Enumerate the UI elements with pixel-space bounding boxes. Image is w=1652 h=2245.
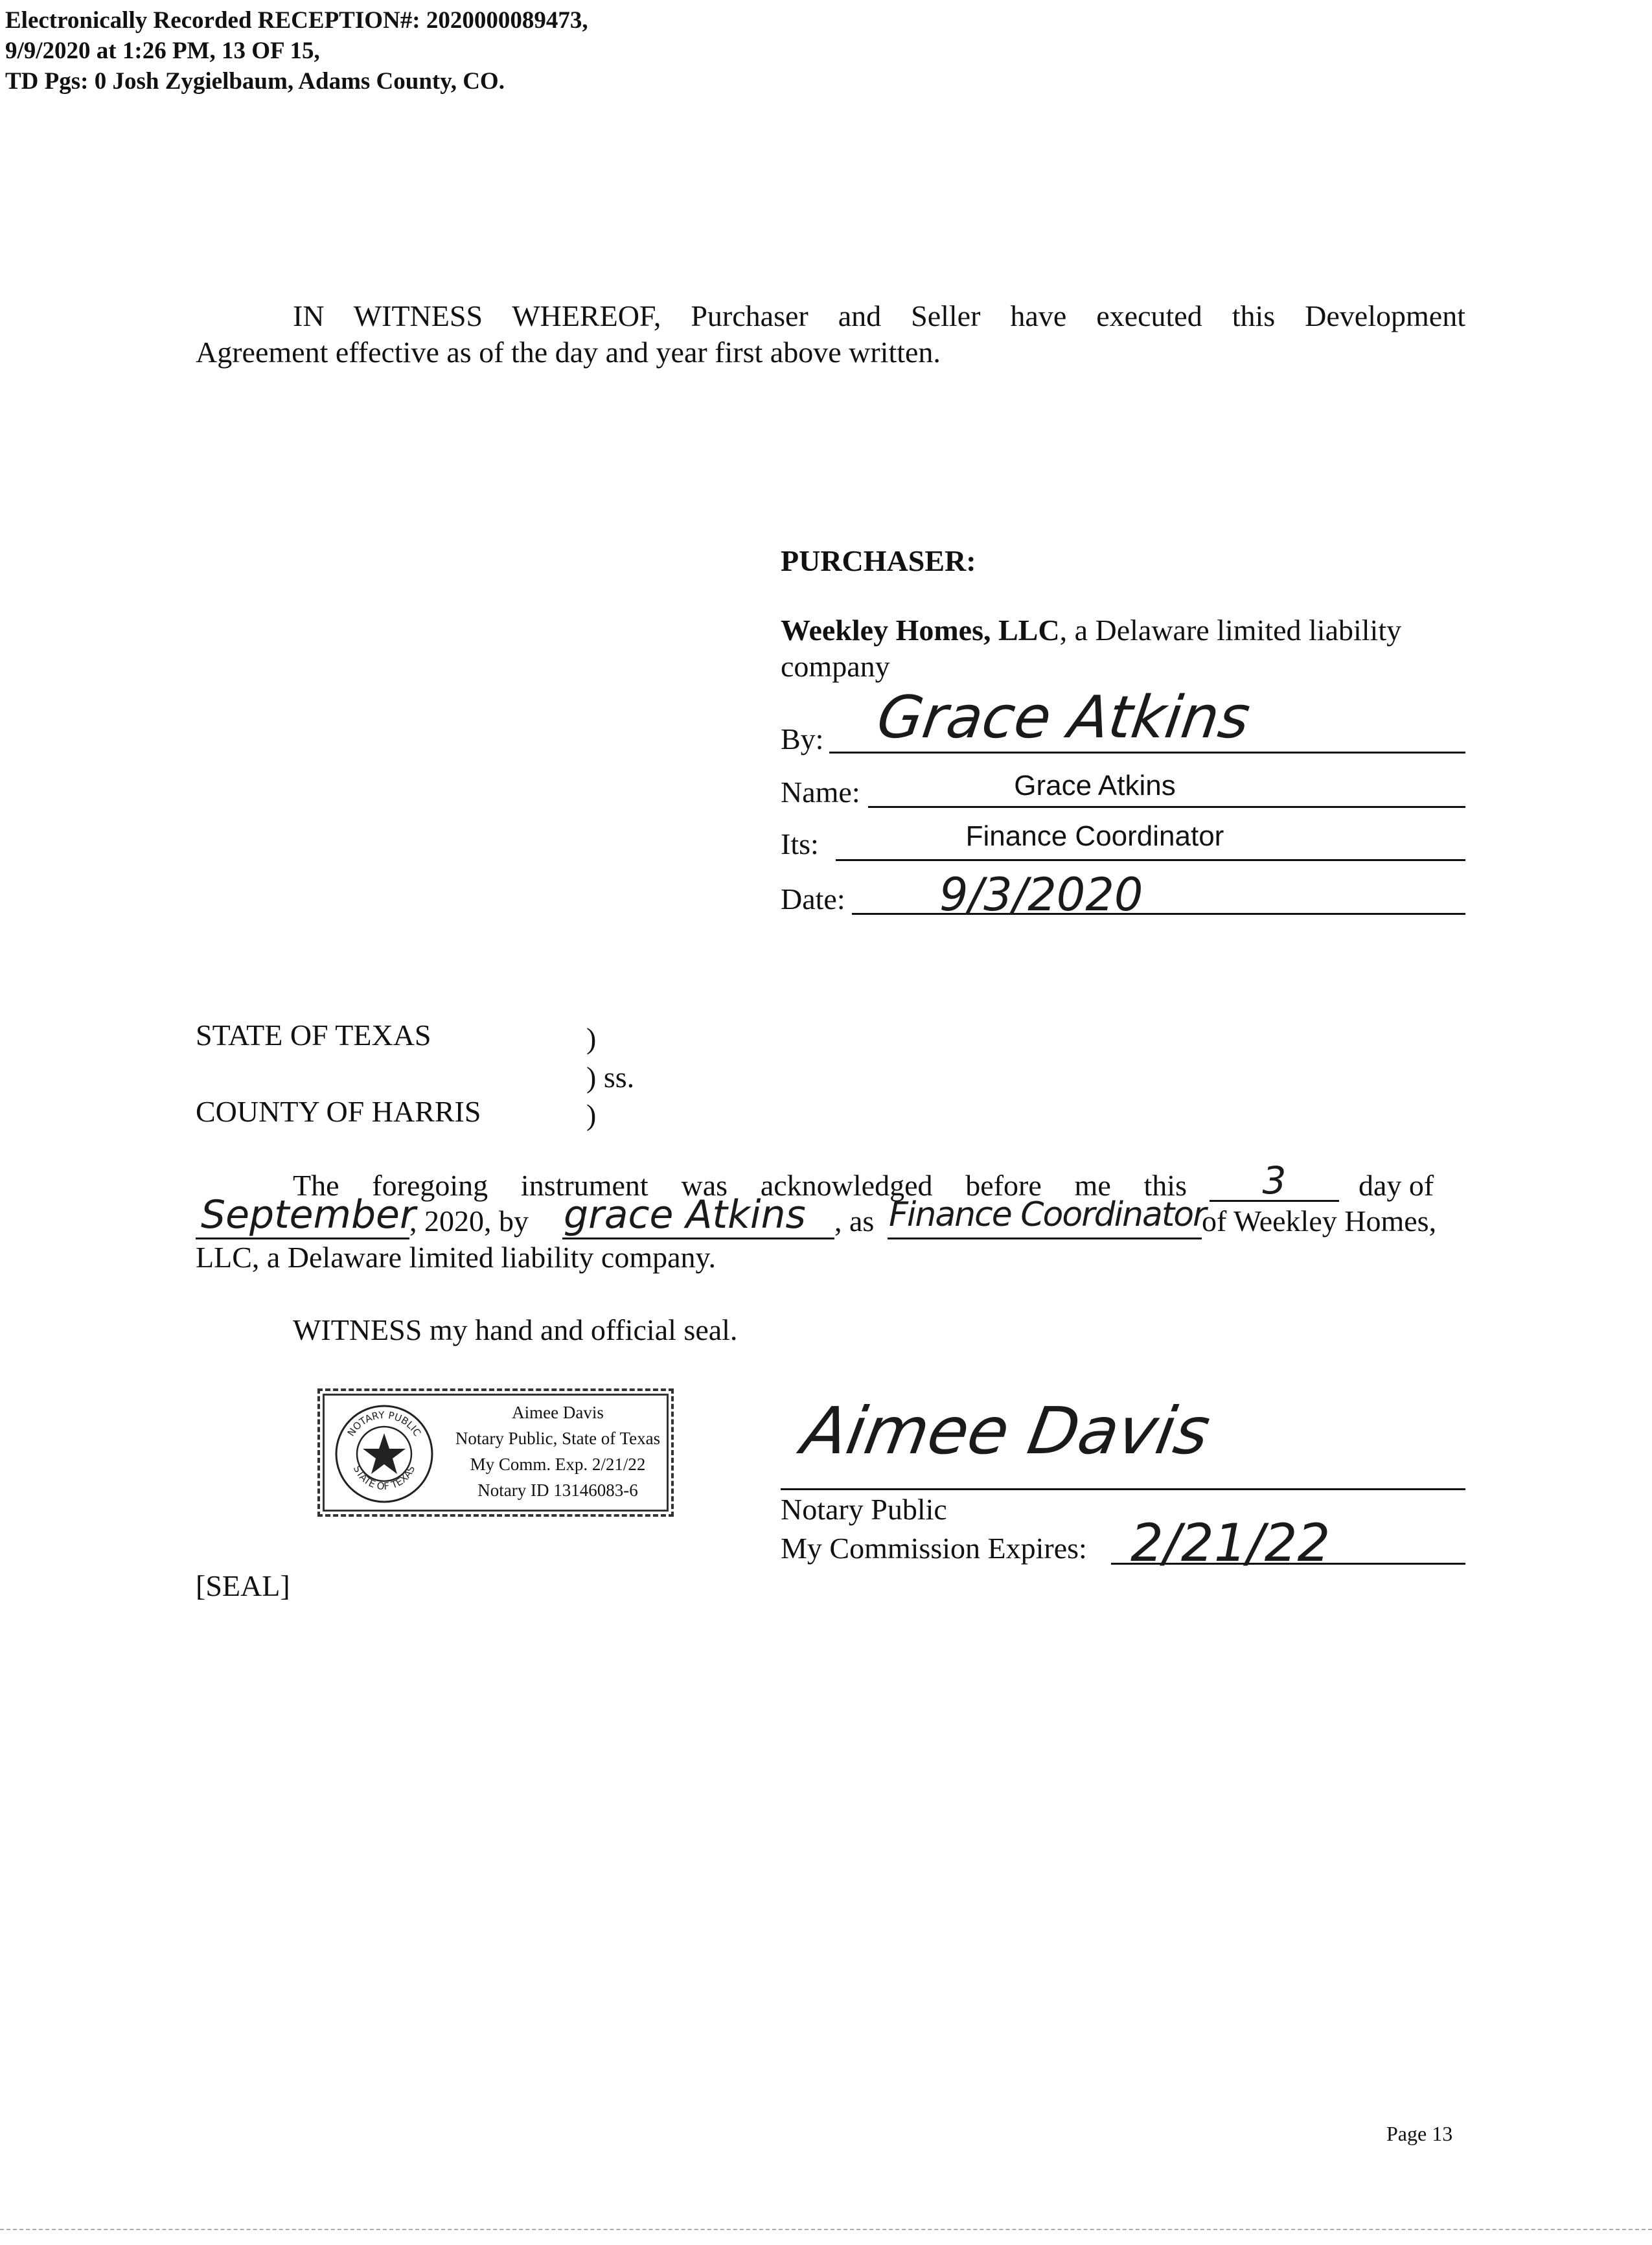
stamp-commission: My Comm. Exp. 2/21/22 [470, 1455, 646, 1474]
witness-seal-line: WITNESS my hand and official seal. [293, 1313, 738, 1346]
ack-line-1-start: The foregoing instrument was acknowledged before me this [293, 1169, 1187, 1202]
stamp-name: Aimee Davis [512, 1403, 604, 1422]
notary-stamp-text [441, 1399, 674, 1503]
page-number: Page 13 [1386, 2122, 1453, 2145]
ack-line-3: LLC, a Delaware limited liability company. [196, 1241, 717, 1274]
ack-company-text: of Weekley Homes, [1202, 1204, 1437, 1238]
purchaser-company-name: Weekley Homes, LLC [781, 614, 1060, 647]
purchaser-signature: Grace Atkins [873, 684, 1254, 752]
notary-stamp [317, 1388, 674, 1517]
by-signature-line [829, 752, 1465, 754]
by-label: By: [781, 722, 824, 755]
purchaser-company-desc: , a Delaware limited liability [1059, 614, 1402, 647]
venue-paren-1: ) [586, 1022, 597, 1055]
notary-signature: Aimee Davis [796, 1393, 1216, 1469]
svg-text:STATE OF TEXAS [351, 1464, 417, 1492]
seal-top-text: NOTARY PUBLIC [345, 1409, 424, 1439]
venue-paren-2: ) [586, 1098, 597, 1131]
date-label: Date: [781, 882, 845, 915]
its-label: Its: [781, 827, 819, 860]
name-label: Name: [781, 776, 860, 809]
commission-expires-value: 2/21/22 [1130, 1513, 1331, 1573]
commission-expires-label: My Commission Expires: [781, 1532, 1087, 1565]
its-value: Finance Coordinator [965, 820, 1224, 852]
name-value: Grace Atkins [1014, 770, 1176, 801]
purchaser-company-line-2: company [781, 650, 890, 683]
name-line [868, 806, 1465, 808]
its-line [836, 859, 1465, 861]
notary-stamp-inner [323, 1394, 669, 1512]
venue-ss: ) ss. [586, 1061, 635, 1094]
ack-title-value: Finance Coordinator [889, 1195, 1206, 1234]
recording-header-line-2: 9/9/2020 at 1:26 PM, 13 OF 15, [5, 38, 320, 64]
witness-clause-line-2: Agreement effective as of the day and year first above written. [196, 336, 941, 369]
notary-signature-line [781, 1488, 1465, 1490]
ack-title-line [888, 1238, 1202, 1239]
seal-label: [SEAL] [196, 1569, 290, 1602]
ack-year-text: , 2020, by [409, 1204, 529, 1238]
footer-scan-edge [0, 2229, 1652, 2230]
purchaser-heading: PURCHASER: [781, 544, 976, 577]
venue-county: COUNTY OF HARRIS [196, 1095, 481, 1128]
stamp-notary-id: Notary ID 13146083-6 [477, 1480, 638, 1500]
venue-state: STATE OF TEXAS [196, 1019, 431, 1052]
ack-day-of: day of [1359, 1169, 1434, 1202]
ack-day-value: 3 [1262, 1158, 1287, 1203]
stamp-title: Notary Public, State of Texas [455, 1429, 661, 1448]
witness-clause-line-1: IN WITNESS WHEREOF, Purchaser and Seller have executed this Development [293, 299, 1465, 332]
ack-person-value: grace Atkins [564, 1192, 806, 1238]
recording-header [5, 5, 588, 97]
recording-header-line-3: TD Pgs: 0 Josh Zygielbaum, Adams County, CO. [5, 68, 505, 95]
ack-month-value: September [201, 1192, 416, 1238]
notary-seal-icon [332, 1402, 436, 1506]
purchaser-company [781, 612, 1467, 685]
recording-header-line-1: Electronically Recorded RECEPTION#: 2020000089473, [5, 7, 588, 34]
ack-as-text: , as [834, 1204, 875, 1238]
witness-clause [196, 298, 1465, 371]
notary-public-label: Notary Public [781, 1493, 947, 1526]
date-value: 9/3/2020 [939, 868, 1143, 921]
seal-bottom-text: STATE OF TEXAS [350, 1464, 418, 1493]
